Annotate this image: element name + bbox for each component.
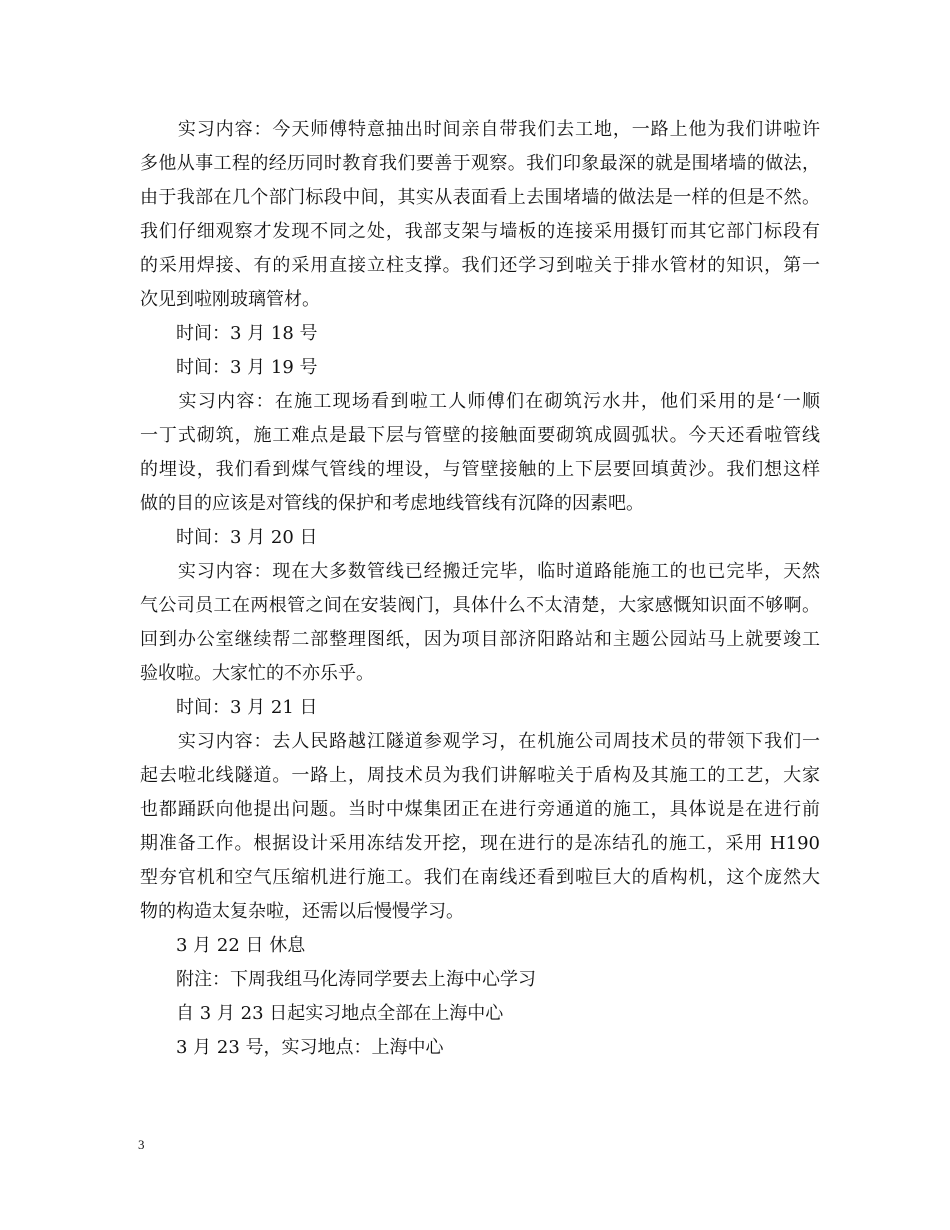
text-line: 3 月 22 日 休息 (140, 935, 306, 956)
text-line: 气公司员工在两根管之间在安装阀门，具体什么不太清楚，大家感慨知识面不够啊。 (140, 595, 820, 616)
text-line: 由于我部在几个部门标段中间，其实从表面看上去围堵墙的做法是一样的但是不然。 (140, 187, 820, 208)
text-line: 一丁式砌筑，施工难点是最下层与管壁的接触面要砌筑成圆弧状。今天还看啦管线 (140, 425, 820, 446)
text-line: 回到办公室继续帮二部整理图纸，因为项目部济阳路站和主题公园站马上就要竣工 (140, 629, 820, 650)
text-line: 时间：3 月 21 日 (140, 697, 318, 718)
text-line: 起去啦北线隧道。一路上，周技术员为我们讲解啦关于盾构及其施工的工艺，大家 (140, 765, 820, 786)
text-line: 物的构造太复杂啦，还需以后慢慢学习。 (140, 901, 464, 922)
text-line: 3 月 23 号，实习地点：上海中心 (140, 1037, 444, 1058)
text-line: 的埋设，我们看到煤气管线的埋设，与管壁接触的上下层要回填黄沙。我们想这样 (140, 459, 820, 480)
text-line: 次见到啦刚玻璃管材。 (140, 289, 320, 310)
text-line: 做的目的应该是对管线的保护和考虑地线管线有沉降的因素吧。 (140, 493, 644, 514)
text-line: 时间：3 月 18 号 (140, 323, 318, 344)
text-line: 实习内容：今天师傅特意抽出时间亲自带我们去工地，一路上他为我们讲啦许 (140, 119, 820, 140)
text-line: 也都踊跃向他提出问题。当时中煤集团正在进行旁通道的施工，具体说是在进行前 (140, 799, 820, 820)
text-line: 实习内容：去人民路越江隧道参观学习，在机施公司周技术员的带领下我们一 (140, 731, 820, 752)
text-line: 验收啦。大家忙的不亦乐乎。 (140, 663, 374, 684)
text-line: 的采用焊接、有的采用直接立柱支撑。我们还学习到啦关于排水管材的知识，第一 (140, 255, 820, 276)
text-line: 附注：下周我组马化涛同学要去上海中心学习 (140, 969, 536, 990)
text-line: 时间：3 月 19 号 (140, 357, 318, 378)
text-line: 实习内容：现在大多数管线已经搬迁完毕，临时道路能施工的也已完毕，天然 (140, 561, 820, 582)
text-line: 型夯官机和空气压缩机进行施工。我们在南线还看到啦巨大的盾构机，这个庞然大 (140, 867, 820, 888)
text-line: 多他从事工程的经历同时教育我们要善于观察。我们印象最深的就是围堵墙的做法， (140, 153, 820, 174)
text-line: 时间：3 月 20 日 (140, 527, 318, 548)
text-line: 期准备工作。根据设计采用冻结发开挖，现在进行的是冻结孔的施工，采用 H190 (140, 833, 820, 854)
text-line: 我们仔细观察才发现不同之处，我部支架与墙板的连接采用摄钉而其它部门标段有 (140, 221, 820, 242)
page-number: 3 (138, 1137, 145, 1152)
text-line: 自 3 月 23 日起实习地点全部在上海中心 (140, 1003, 504, 1024)
text-line: 实习内容：在施工现场看到啦工人师傅们在砌筑污水井，他们采用的是‘一顺 (140, 391, 820, 412)
